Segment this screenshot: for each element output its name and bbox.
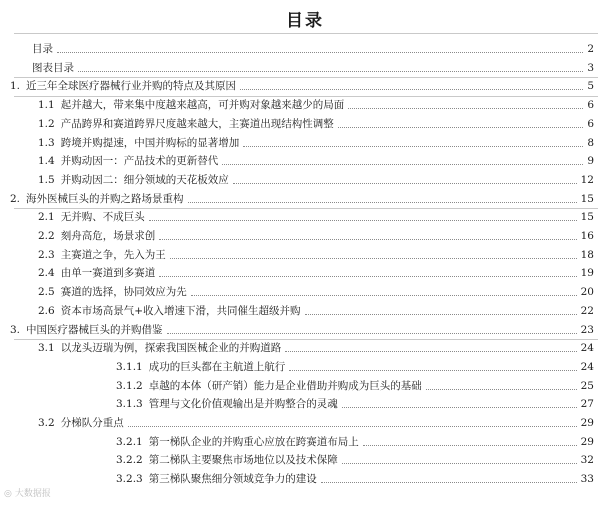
toc-entry-number: 3.1.2 bbox=[116, 379, 143, 392]
toc-entry-lead bbox=[38, 302, 301, 320]
toc-entry-page: 25 bbox=[580, 379, 594, 392]
toc-entry-number: 2.5 bbox=[38, 286, 55, 299]
toc-entry-page: 18 bbox=[580, 248, 594, 261]
toc-entry-number: 1.4 bbox=[38, 155, 55, 168]
toc-entry-leader bbox=[188, 202, 577, 203]
watermark bbox=[4, 486, 51, 499]
toc-entry-title: 主赛道之争，先入为王 bbox=[60, 248, 166, 261]
toc-entry-page: 6 bbox=[587, 99, 594, 112]
toc-entry-page: 27 bbox=[580, 398, 594, 411]
page-title: 目录 bbox=[286, 11, 324, 31]
toc-entry[interactable] bbox=[0, 208, 610, 226]
toc-entry-number: 2.6 bbox=[38, 304, 55, 317]
toc-entry-page: 15 bbox=[580, 192, 594, 205]
toc-entry-leader bbox=[243, 146, 583, 147]
toc-entry-title: 起并越大，带来集中度越来越高，可并购对象越来越少的局面 bbox=[60, 99, 345, 112]
toc-entry-title: 产品跨界和赛道跨界尺度越来越大，主赛道出现结构性调整 bbox=[60, 117, 334, 130]
toc-entry-leader bbox=[159, 239, 577, 240]
toc-entry-lead bbox=[116, 470, 317, 488]
toc-entry-leader bbox=[426, 389, 577, 390]
toc-entry[interactable] bbox=[0, 283, 610, 301]
toc-entry[interactable] bbox=[0, 190, 610, 208]
toc-entry[interactable] bbox=[0, 40, 610, 58]
toc-entry-lead bbox=[38, 339, 281, 357]
toc-entry[interactable] bbox=[0, 433, 610, 451]
toc-entry[interactable] bbox=[0, 59, 610, 77]
toc-entry-lead bbox=[38, 152, 218, 170]
toc-entry-leader bbox=[159, 276, 577, 277]
toc-entry[interactable] bbox=[0, 134, 610, 152]
toc-entry-number: 3.1.3 bbox=[116, 398, 143, 411]
toc-entry-title: 第三梯队聚焦细分领域竞争力的建设 bbox=[148, 473, 317, 486]
title-divider bbox=[14, 33, 598, 34]
toc-entry[interactable] bbox=[0, 246, 610, 264]
toc-entry[interactable] bbox=[0, 339, 610, 357]
toc-entry-leader bbox=[233, 183, 577, 184]
toc-entry-title: 分梯队分重点 bbox=[60, 417, 124, 429]
toc-entry-title: 近三年全球医疗器械行业并购的特点及其原因 bbox=[26, 80, 237, 93]
toc-entry-title: 海外医械巨头的并购之路场景重构 bbox=[26, 192, 184, 205]
toc-entry-number: 2.2 bbox=[38, 230, 55, 242]
toc-entry-title: 卓越的本体（研产销）能力是企业借助并购成为巨头的基础 bbox=[148, 379, 422, 392]
toc-entry-number: 1.2 bbox=[38, 117, 55, 130]
toc-entry-title: 第二梯队主要聚焦市场地位以及技术保障 bbox=[148, 454, 338, 467]
toc-entry-leader bbox=[222, 164, 583, 165]
toc-entry-leader bbox=[78, 71, 583, 72]
toc-entry[interactable] bbox=[0, 414, 610, 432]
toc-entry-page: 2 bbox=[587, 43, 594, 55]
toc-entry-leader bbox=[167, 333, 577, 334]
toc-entry-title: 资本市场高景气+收入增速下滑，共同催生超级并购 bbox=[60, 304, 301, 317]
toc-entry-page: 24 bbox=[580, 342, 594, 355]
toc-entry-title: 管理与文化价值观输出是并购整合的灵魂 bbox=[148, 398, 338, 411]
toc-entry-title: 无并购、不成巨头 bbox=[60, 211, 145, 224]
toc-entry-leader bbox=[342, 463, 577, 464]
toc-entry-page: 22 bbox=[580, 304, 594, 317]
toc-entry-leader bbox=[289, 370, 577, 371]
toc-entry[interactable] bbox=[0, 302, 610, 320]
toc-entry-page: 29 bbox=[580, 435, 594, 448]
toc-entry-leader bbox=[240, 89, 583, 90]
toc-entry-page: 12 bbox=[580, 173, 594, 186]
toc-entry-lead bbox=[38, 96, 344, 114]
toc-entry-number: 3.2 bbox=[38, 417, 55, 429]
toc-entry-number: 2.1 bbox=[38, 211, 55, 224]
toc-entry[interactable] bbox=[0, 171, 610, 189]
toc-entry-lead bbox=[116, 377, 422, 395]
toc-entry-leader bbox=[348, 108, 583, 109]
toc-entry-lead bbox=[38, 227, 155, 245]
toc-entry-lead bbox=[10, 321, 163, 339]
toc-entry-page: 15 bbox=[580, 211, 594, 224]
toc-entry-page: 19 bbox=[580, 267, 594, 280]
toc-entry-lead bbox=[32, 59, 74, 77]
toc-entry-leader bbox=[285, 351, 577, 352]
toc-entry-lead bbox=[38, 414, 124, 432]
toc-entry-title: 跨境并购提速，中国并购标的显著增加 bbox=[60, 136, 240, 149]
toc-entry-page: 3 bbox=[587, 61, 594, 74]
toc-entry-leader bbox=[363, 445, 577, 446]
toc-entry-leader bbox=[149, 220, 577, 221]
toc-entry-leader bbox=[305, 314, 577, 315]
toc-entry-page: 8 bbox=[587, 136, 594, 149]
toc-entry-title: 第一梯队企业的并购重心应放在跨赛道布局上 bbox=[148, 435, 359, 448]
toc-entry[interactable] bbox=[0, 115, 610, 133]
toc-entry[interactable] bbox=[0, 470, 610, 488]
toc-entry-page: 24 bbox=[580, 360, 594, 373]
toc-entry-number: 3.2.3 bbox=[116, 473, 143, 486]
toc-entry-title: 成功的巨头都在主航道上航行 bbox=[148, 360, 286, 373]
toc-entry-lead bbox=[38, 134, 239, 152]
toc-entry[interactable] bbox=[0, 96, 610, 114]
camera-watermark-icon: ◎ bbox=[4, 489, 12, 499]
toc-entry-page: 29 bbox=[580, 417, 594, 429]
toc-entry-lead bbox=[116, 358, 285, 376]
toc-entry-page: 32 bbox=[580, 454, 594, 467]
toc-entry-page: 20 bbox=[580, 286, 594, 299]
toc-entry-number: 3.1.1 bbox=[116, 360, 143, 373]
toc-entry-number: 3. bbox=[10, 323, 21, 336]
toc-entry-number: 1.5 bbox=[38, 173, 55, 186]
toc-entry-page: 16 bbox=[580, 230, 594, 242]
toc-entry-lead bbox=[10, 190, 184, 208]
toc-entry-title: 中国医疗器械巨头的并购借鉴 bbox=[26, 323, 163, 336]
toc-entry-leader bbox=[342, 407, 577, 408]
toc-entry-number: 3.2.1 bbox=[116, 435, 143, 448]
toc-entry-lead bbox=[116, 433, 359, 451]
toc-entry-leader bbox=[191, 295, 577, 296]
toc-entry-leader bbox=[170, 258, 577, 259]
toc-entry-lead bbox=[38, 264, 155, 282]
toc-entry[interactable] bbox=[0, 77, 610, 95]
toc-entry[interactable] bbox=[0, 451, 610, 469]
toc-entry-lead bbox=[38, 246, 166, 264]
toc-entry-lead bbox=[32, 40, 53, 58]
toc-entry-leader bbox=[57, 52, 583, 53]
toc-entry[interactable] bbox=[0, 321, 610, 339]
toc-entry-leader bbox=[338, 127, 583, 128]
toc-entry-lead bbox=[38, 283, 187, 301]
toc-entry-page: 5 bbox=[587, 80, 594, 93]
toc-entry-lead bbox=[38, 115, 334, 133]
toc-entry[interactable] bbox=[0, 395, 610, 413]
toc-entry-lead bbox=[38, 208, 145, 226]
toc-entry[interactable] bbox=[0, 377, 610, 395]
toc-entry-title: 由单一赛道到多赛道 bbox=[60, 267, 156, 280]
toc-entry[interactable] bbox=[0, 152, 610, 170]
toc-entry[interactable] bbox=[0, 358, 610, 376]
toc-entry-number: 2.4 bbox=[38, 267, 55, 280]
toc-entry-leader bbox=[128, 426, 577, 427]
toc-entry-lead bbox=[116, 395, 338, 413]
toc-entry-page: 33 bbox=[580, 473, 594, 486]
toc-entry[interactable] bbox=[0, 227, 610, 245]
toc-entry-title: 图表目录 bbox=[32, 61, 74, 74]
toc-entry-page: 23 bbox=[580, 323, 594, 336]
toc-entry-title: 目录 bbox=[32, 43, 53, 55]
toc-entry-number: 1.1 bbox=[38, 99, 55, 112]
toc-entry-title: 刻舟高危，场景求创 bbox=[60, 230, 156, 242]
watermark-text: 大数据报 bbox=[14, 489, 51, 499]
toc-entry-lead bbox=[116, 451, 338, 469]
toc-entry-title: 赛道的选择，协同效应为先 bbox=[60, 286, 187, 299]
toc-entry-title: 以龙头迈瑞为例，探索我国医械企业的并购道路 bbox=[60, 342, 282, 355]
toc-entry-lead bbox=[38, 171, 229, 189]
toc-entry-page: 6 bbox=[587, 117, 594, 130]
toc-entry-number: 3.1 bbox=[38, 342, 55, 355]
toc-entry-number: 3.2.2 bbox=[116, 454, 143, 467]
toc-entry-title: 并购动因二：细分领域的天花板效应 bbox=[60, 173, 229, 186]
toc-entry-number: 2.3 bbox=[38, 248, 55, 261]
toc-entry-lead bbox=[10, 77, 236, 95]
toc-entry[interactable] bbox=[0, 264, 610, 282]
toc-entry-title: 并购动因一：产品技术的更新替代 bbox=[60, 155, 219, 168]
toc-entry-page: 9 bbox=[587, 155, 594, 168]
toc-entry-leader bbox=[321, 482, 577, 483]
toc-entry-number: 1.3 bbox=[38, 136, 55, 149]
toc-entry-number: 2. bbox=[10, 192, 21, 205]
toc-entry-number: 1. bbox=[10, 80, 21, 93]
